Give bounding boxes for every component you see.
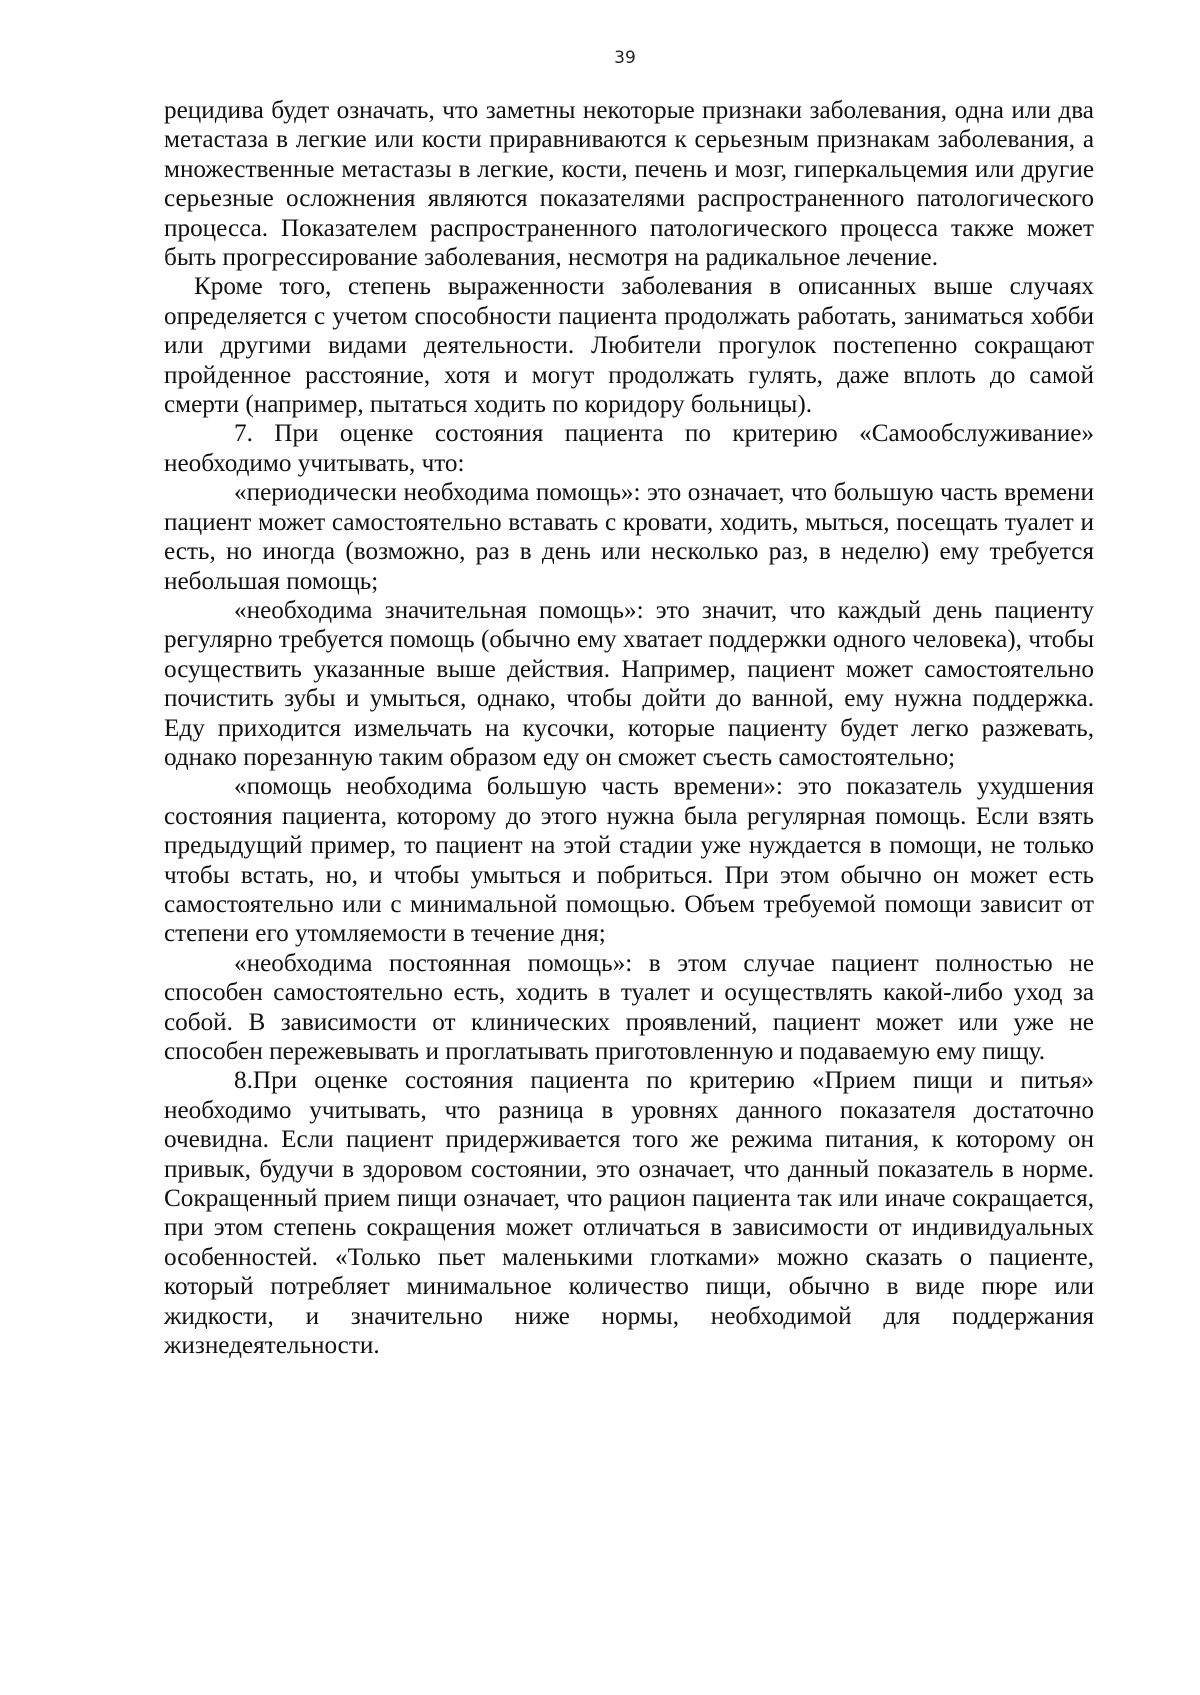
document-body — [164, 96, 1094, 1360]
paragraph-recurrence-continuation: рецидива будет означать, что заметны некоторые признаки заболевания, одна или два метастаза в легкие или кости приравниваются к серьезным признакам заболевания, а множественные метастазы в легкие, кости, печень и мозг, гиперкальцемия или другие серьезные осложнения являются показателями распространенного патологического процесса. Показателем распространенного патологического процесса также может быть прогрессирование заболевания, несмотря на радикальное лечение. — [164, 97, 1094, 272]
paragraph-food-drink-criterion: 8.При оценке состояния пациента по критерию «Прием пищи и питья» необходимо учитывать, что разница в уровнях данного показателя достаточно очевидна. Если пациент придерживается того же режима питания, к которому он привык, будучи в здоровом состоянии, это означает, что данный показатель в норме. Сокращенный прием пищи означает, что рацион пациента так или иначе сокращается, при этом степень сокращения может отличаться в зависимости от индивидуальных особенностей. «Только пьет маленькими глотками» можно сказать о пациенте, который потребляет минимальное количество пищи, обычно в виде пюре или жидкости, и значительно ниже нормы, необходимой для поддержания жизнедеятельности. — [164, 1067, 1094, 1360]
paragraph-constant-help: «необходима постоянная помощь»: в этом случае пациент полностью не способен самостоятельно есть, ходить в туалет и осуществлять какой-либо уход за собой. В зависимости от клинических проявлений, пациент может или уже не способен пережевывать и проглатывать приготовленную и подаваемую ему пищу. — [164, 949, 1094, 1065]
paragraph-significant-help: «необходима значительная помощь»: это значит, что каждый день пациенту регулярно требуется помощь (обычно ему хватает поддержки одного человека), чтобы осуществить указанные выше действия. Например, пациент может самостоятельно почистить зубы и умыться, однако, чтобы дойти до ванной, ему нужна поддержка. Еду приходится измельчать на кусочки, которые пациенту будет легко разжевать, однако порезанную таким образом еду он сможет съесть самостоятельно; — [164, 596, 1094, 771]
paragraph-help-most-time: «помощь необходима большую часть времени»: это показатель ухудшения состояния пациента, которому до этого нужна была регулярная помощь. Если взять предыдущий пример, то пациент на этой стадии уже нуждается в помощи, не только чтобы встать, но, и чтобы умыться и побриться. При этом обычно он может есть самостоятельно или с минимальной помощью. Объем требуемой помощи зависит от степени его утомляемости в течение дня; — [164, 773, 1094, 948]
paragraph-periodic-help: «периодически необходима помощь»: это означает, что большую часть времени пациент может самостоятельно вставать с кровати, ходить, мыться, посещать туалет и есть, но иногда (возможно, раз в день или несколько раз, в неделю) ему требуется небольшая помощь; — [164, 479, 1094, 595]
page-number: 39 — [614, 48, 636, 68]
paragraph-disease-severity: Кроме того, степень выраженности заболевания в описанных выше случаях определяется с учетом способности пациента продолжать работать, заниматься хобби или другими видами деятельности. Любители прогулок постепенно сокращают пройденное расстояние, хотя и могут продолжать гулять, даже вплоть до самой смерти (например, пытаться ходить по коридору больницы). — [164, 273, 1094, 419]
paragraph-self-care-criterion: 7. При оценке состояния пациента по критерию «Самообслуживание» необходимо учитывать, что: — [164, 420, 1094, 477]
